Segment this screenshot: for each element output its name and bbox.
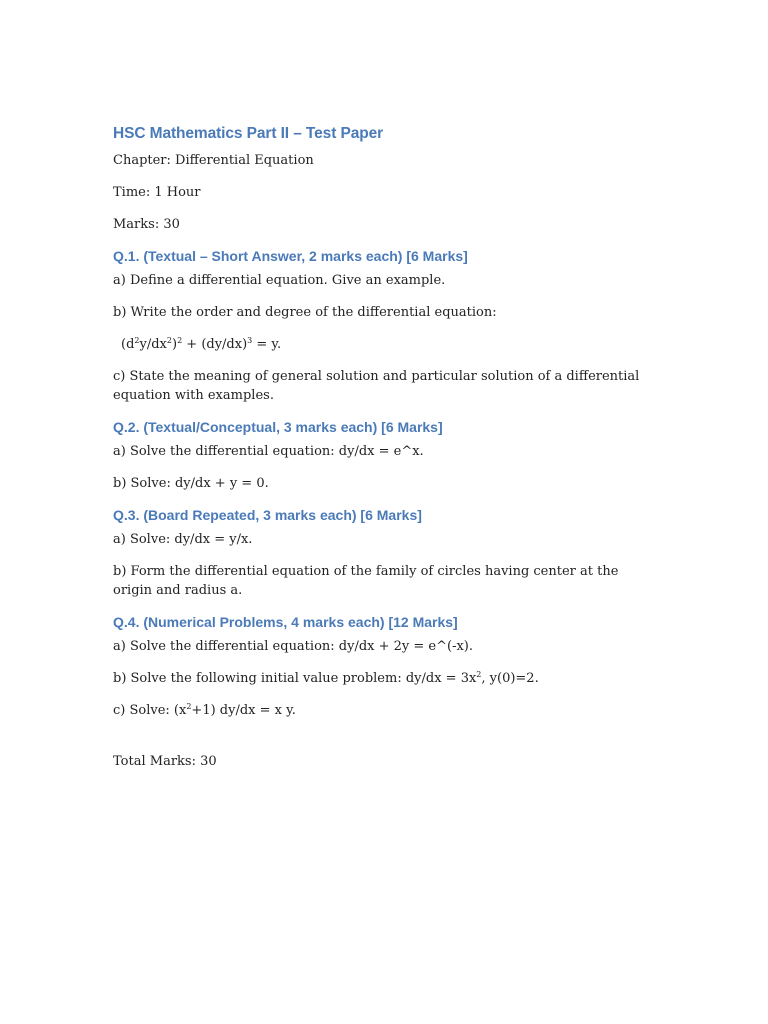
page-title: HSC Mathematics Part II – Test Paper [113,125,384,142]
question-4c-text: +1) dy/dx = x y. [191,703,296,718]
formula-part: ) [171,337,178,352]
formula-part: = y. [252,337,282,352]
question-2-heading: Q.2. (Textual/Conceptual, 3 marks each) [6 Marks] [113,419,443,435]
question-3a: a) Solve: dy/dx = y/x. [113,532,253,547]
question-4-heading: Q.4. (Numerical Problems, 4 marks each) [12 Marks] [113,614,458,630]
question-1b: b) Write the order and degree of the differential equation: [113,305,497,320]
question-4c-text: c) Solve: (x [113,703,187,718]
question-2b: b) Solve: dy/dx + y = 0. [113,476,269,491]
formula-part: y/dx [139,337,167,352]
exponent: 2 [476,670,482,679]
formula-exponent: 3 [247,336,253,345]
question-2a: a) Solve the differential equation: dy/dx = e^x. [113,444,424,459]
time-line: Time: 1 Hour [113,185,201,200]
question-1c: c) State the meaning of general solution and particular solution of a differential equation with examples. [113,369,640,403]
formula-exponent: 2 [166,336,172,345]
question-4a: a) Solve the differential equation: dy/dx + 2y = e^(-x). [113,639,473,654]
marks-line: Marks: 30 [113,217,180,232]
question-1-heading: Q.1. (Textual – Short Answer, 2 marks each) [6 Marks] [113,248,468,264]
question-4c [113,701,653,720]
question-4b-text: b) Solve the following initial value problem: dy/dx = 3x [113,671,477,686]
test-paper [113,124,653,771]
exponent: 2 [186,702,192,711]
formula-exponent: 2 [134,336,140,345]
question-1b-formula [113,335,653,354]
question-1a: a) Define a differential equation. Give an example. [113,273,446,288]
question-3-heading: Q.3. (Board Repeated, 3 marks each) [6 Marks] [113,507,422,523]
formula-part: + (dy/dx) [182,337,248,352]
formula-exponent: 2 [177,336,183,345]
formula-part: (d [121,337,135,352]
question-4b-text: , y(0)=2. [481,671,539,686]
question-3b: b) Form the differential equation of the family of circles having center at the origin and radius a. [113,564,619,598]
chapter-line: Chapter: Differential Equation [113,153,314,168]
question-4b [113,669,653,688]
total-marks: Total Marks: 30 [113,754,217,769]
